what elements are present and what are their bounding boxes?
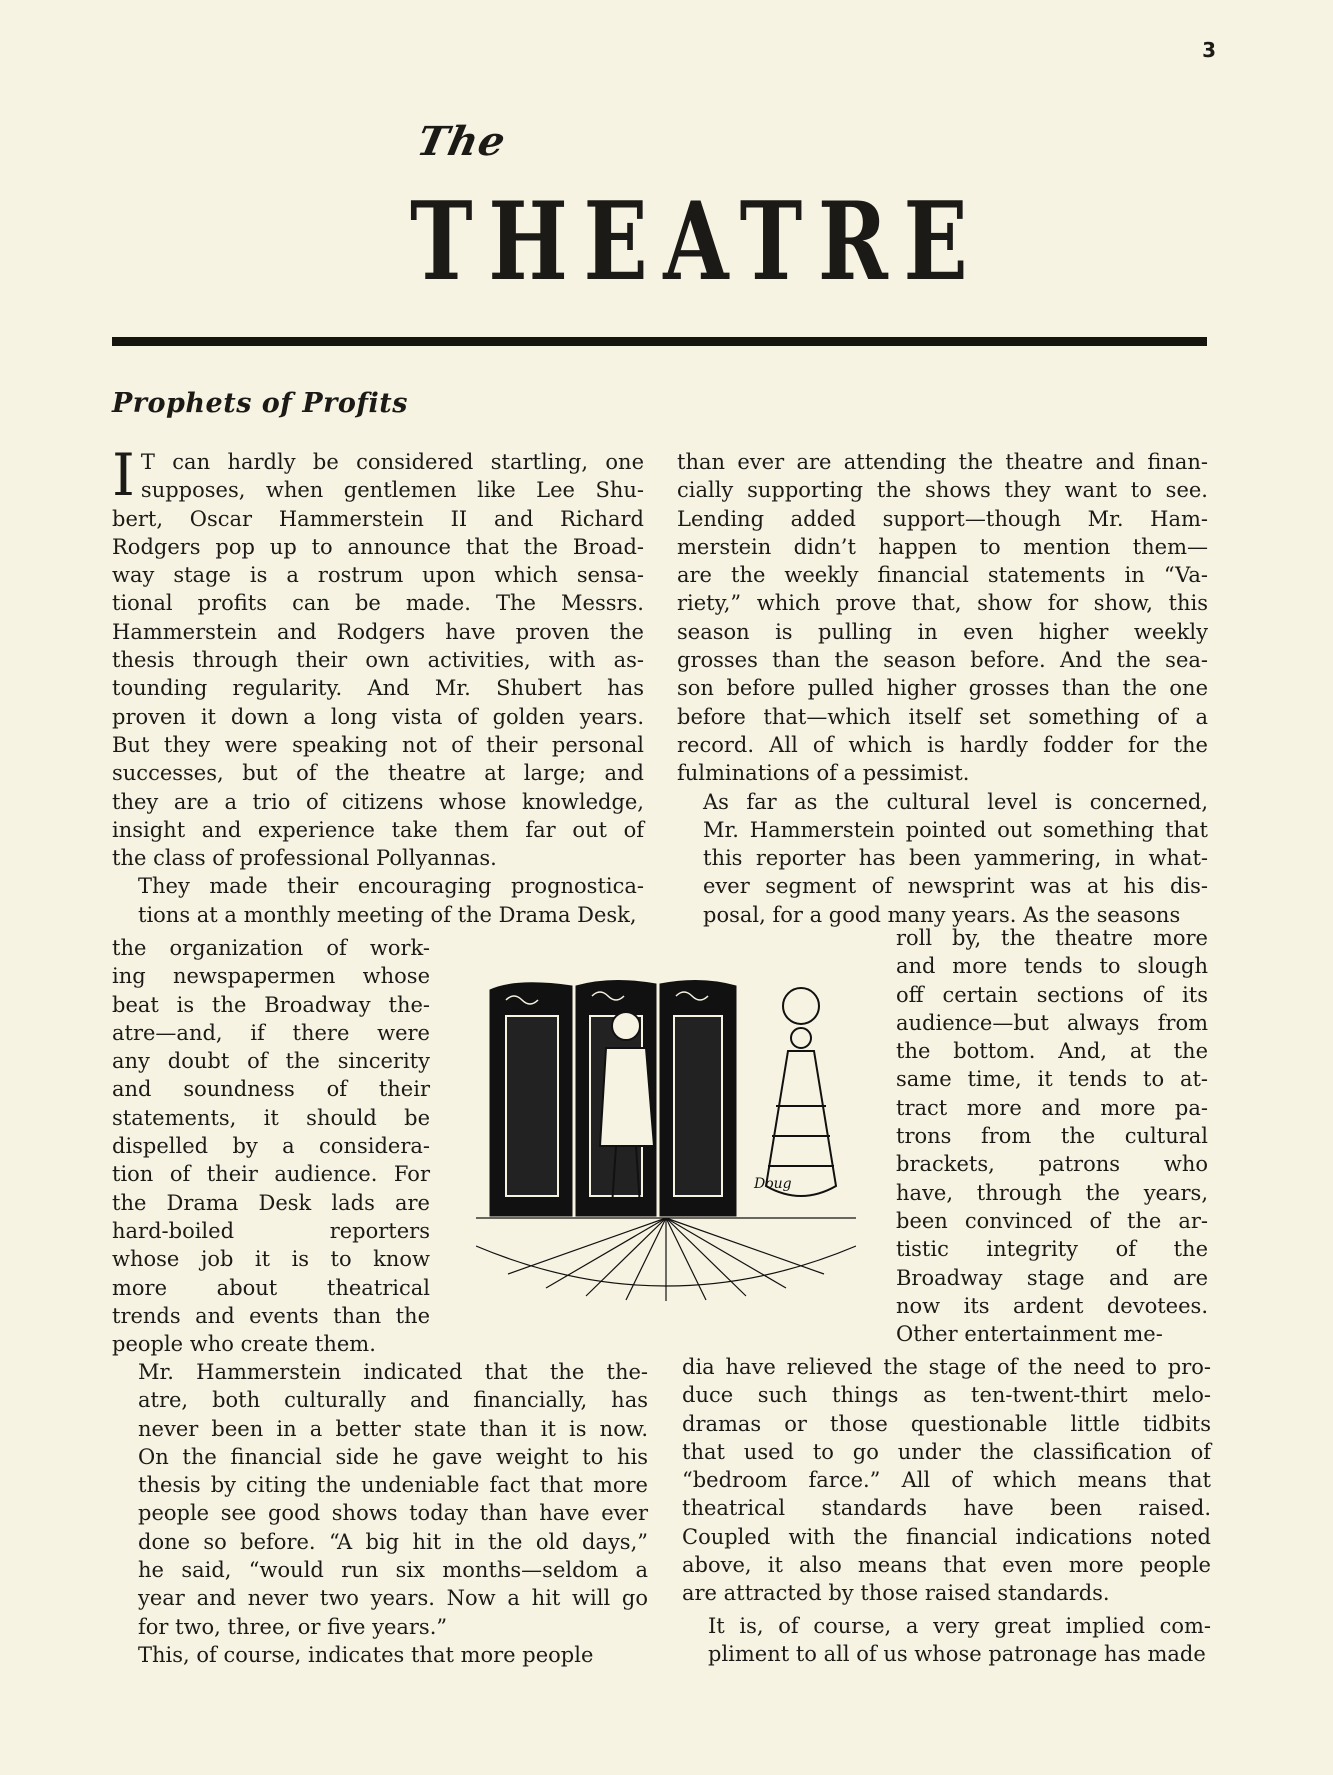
text-line: pliment to all of us whose patronage has made	[708, 1641, 1206, 1666]
text-line: riety,” which prove that, show for show, this	[677, 591, 1208, 616]
text-line: It is, of course, a very great implied com-	[708, 1613, 1211, 1638]
text-line: Lending added support—though Mr. Ham-	[677, 506, 1208, 531]
text-line: trons from the cultural	[896, 1124, 1208, 1149]
paragraph-6-narrow	[896, 924, 1208, 1348]
text-line: thesis through their own activities, with as-	[112, 648, 644, 673]
text-line: record. All of which is hardly fodder for the	[677, 732, 1208, 757]
text-line: audience—but always from	[896, 1010, 1208, 1035]
paragraph-6-start	[677, 788, 1208, 929]
text-line: bert, Oscar Hammerstein II and Richard	[112, 506, 644, 531]
illustration-signature: Doug	[754, 1176, 792, 1192]
text-line: posal, for a good many years. As the seasons	[703, 902, 1181, 927]
text-line: atre, both culturally and financially, has	[138, 1388, 648, 1413]
text-line: fulminations of a pessimist.	[677, 761, 970, 786]
text-line: dispelled by a considera-	[112, 1134, 430, 1159]
article-title: Prophets of Profits	[112, 388, 408, 419]
text-line: ever segment of newsprint was at his dis-	[703, 874, 1208, 899]
text-line: atre—and, if there were	[112, 1020, 430, 1045]
theatre-illustration	[476, 956, 856, 1316]
paragraph-5	[677, 448, 1208, 788]
text-line: way stage is a rostrum upon which sensa-	[112, 563, 644, 588]
text-line: successes, but of the theatre at large; and	[112, 761, 644, 786]
text-line: cially supporting the shows they want to see.	[677, 478, 1208, 503]
masthead-rule	[112, 337, 1207, 346]
text-line: T can hardly be considered startling, one	[140, 450, 644, 474]
text-line: tions at a monthly meeting of the Drama Desk,	[138, 902, 637, 927]
text-line: they are a trio of citizens whose knowledge,	[112, 789, 644, 814]
text-line: tistic integrity of the	[896, 1237, 1208, 1262]
text-line: this reporter has been yammering, in what-	[703, 846, 1208, 871]
text-line: thesis by citing the undeniable fact that more	[138, 1473, 648, 1498]
text-line: for two, three, or five years.”	[138, 1614, 448, 1639]
right-column-lower	[682, 1353, 1211, 1668]
text-line: than ever are attending the theatre and finan-	[677, 450, 1208, 474]
text-line: grosses than the season before. And the sea-	[677, 648, 1208, 673]
text-line: been convinced of the ar-	[896, 1208, 1208, 1233]
page-number: 3	[1202, 38, 1216, 62]
text-line: hard-boiled reporters	[112, 1218, 430, 1243]
text-line: dia have relieved the stage of the need to pro-	[682, 1355, 1211, 1379]
lady-figure	[766, 988, 836, 1196]
text-line: and more tends to slough	[896, 954, 1208, 979]
text-line: people who create them.	[112, 1332, 376, 1357]
text-line: “bedroom farce.” All of which means that	[682, 1468, 1211, 1493]
paragraph-3	[112, 1358, 648, 1641]
text-line: Mr. Hammerstein pointed out something that	[703, 817, 1208, 842]
text-line: ing newspapermen whose	[112, 964, 430, 989]
text-line: year and never two years. Now a hit will go	[138, 1586, 648, 1611]
text-line: that used to go under the classification of	[682, 1439, 1211, 1464]
text-line: are the weekly financial statements in “Va-	[677, 563, 1208, 588]
text-line: he said, “would run six months—seldom a	[138, 1558, 648, 1583]
paragraph-2-narrow	[112, 934, 430, 1358]
text-line: and soundness of their	[112, 1077, 430, 1102]
text-line: statements, it should be	[112, 1105, 430, 1130]
text-line: have, through the years,	[896, 1180, 1208, 1205]
text-line: proven it down a long vista of golden years.	[112, 704, 644, 729]
text-line: done so before. “A big hit in the old days,”	[138, 1529, 648, 1554]
text-line: more about theatrical	[112, 1275, 430, 1300]
text-line: son before pulled higher grosses than the one	[677, 676, 1208, 701]
text-line: above, it also means that even more people	[682, 1553, 1211, 1578]
paragraph-8	[682, 1612, 1211, 1669]
text-line: Coupled with the financial indications noted	[682, 1524, 1211, 1549]
text-line: same time, it tends to at-	[896, 1067, 1208, 1092]
text-line: season is pulling in even higher weekly	[677, 619, 1208, 644]
text-line: tion of their audience. For	[112, 1162, 430, 1187]
text-line: the organization of work-	[112, 936, 430, 960]
text-line: the Drama Desk lads are	[112, 1190, 430, 1215]
text-line: tract more and more pa-	[896, 1095, 1208, 1120]
paragraph-1	[112, 441, 644, 872]
text-line: the class of professional Pollyannas.	[112, 846, 497, 871]
paragraph-7	[682, 1353, 1211, 1608]
text-line: now its ardent devotees.	[896, 1293, 1208, 1318]
masthead-kicker: The	[413, 118, 511, 165]
right-column-narrow	[896, 924, 1208, 1348]
text-line: insight and experience take them far out of	[112, 817, 644, 842]
text-line: any doubt of the sincerity	[112, 1049, 430, 1074]
left-column-lower	[112, 1358, 648, 1669]
text-line: Broadway stage and are	[896, 1265, 1208, 1290]
text-line: merstein didn’t happen to mention them—	[677, 534, 1208, 559]
left-column-upper	[112, 441, 644, 929]
text-line: people see good shows today than have ever	[138, 1501, 648, 1526]
text-line: brackets, patrons who	[896, 1152, 1208, 1177]
paragraph-4	[112, 1641, 648, 1669]
text-line: roll by, the theatre more	[896, 926, 1208, 950]
text-line: But they were speaking not of their personal	[112, 732, 644, 757]
text-line: theatrical standards have been raised.	[682, 1496, 1211, 1521]
text-line: trends and events than the	[112, 1303, 430, 1328]
drop-cap: I	[112, 441, 135, 509]
text-line: supposes, when gentlemen like Lee Shu-	[140, 478, 644, 503]
text-line: never been in a better state than it is now.	[138, 1416, 648, 1441]
right-column-upper	[677, 448, 1208, 929]
text-line: tounding regularity. And Mr. Shubert has	[112, 676, 644, 701]
text-line: whose job it is to know	[112, 1247, 430, 1272]
text-line: beat is the Broadway the-	[112, 992, 430, 1017]
text-line: Other entertainment me-	[896, 1322, 1163, 1347]
text-line: As far as the cultural level is concerned,	[703, 789, 1208, 814]
text-line: the bottom. And, at the	[896, 1039, 1208, 1064]
text-line: before that—which itself set something of a	[677, 704, 1208, 729]
text-line: Hammerstein and Rodgers have proven the	[112, 619, 644, 644]
text-line: They made their encouraging prognostica-	[138, 874, 644, 899]
text-line: off certain sections of its	[896, 982, 1208, 1007]
text-line: Mr. Hammerstein indicated that the the-	[138, 1360, 648, 1384]
text-line: Rodgers pop up to announce that the Broad-	[112, 534, 644, 559]
masthead-title: THEATRE	[410, 179, 984, 305]
left-column-narrow	[112, 934, 430, 1358]
text-line: are attracted by those raised standards.	[682, 1581, 1110, 1606]
text-line: On the financial side he gave weight to his	[138, 1444, 648, 1469]
text-line: dramas or those questionable little tidbits	[682, 1411, 1211, 1436]
text-line: This, of course, indicates that more people	[138, 1642, 594, 1667]
text-line: duce such things as ten-twent-thirt melo-	[682, 1383, 1211, 1408]
paragraph-2-start	[112, 872, 644, 929]
text-line: tional profits can be made. The Messrs.	[112, 591, 644, 616]
